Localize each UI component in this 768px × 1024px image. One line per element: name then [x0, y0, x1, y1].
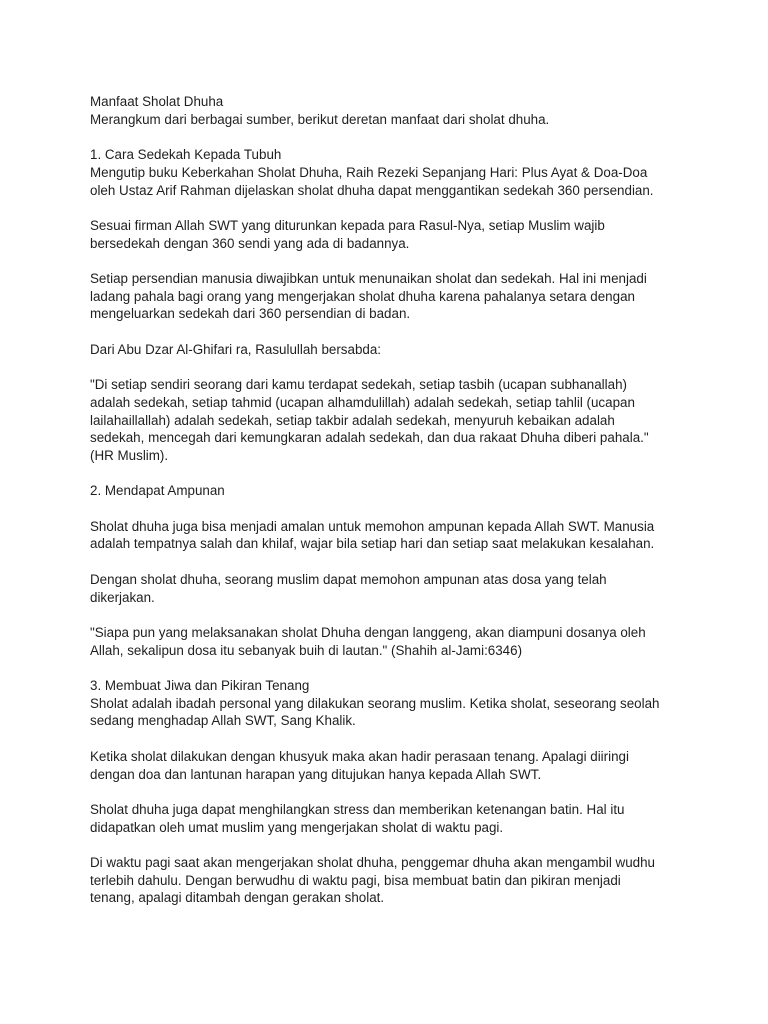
section-1-quote [90, 376, 730, 465]
quote-line: lailahaillallah) adalah sedekah, setiap takbir adalah sedekah, menyuruh kebaikan adalah [90, 412, 615, 428]
paragraph-line: tenang, apalagi ditambah dengan gerakan sholat. [90, 890, 385, 906]
document-page [90, 93, 730, 925]
intro-paragraph [90, 93, 730, 128]
paragraph-line: oleh Ustaz Arif Rahman dijelaskan sholat dhuha dapat menggantikan sedekah 360 persendian. [90, 182, 654, 198]
section-1-paragraph-2 [90, 217, 730, 252]
section-2-paragraph-2 [90, 571, 730, 606]
paragraph-line: terlebih dahulu. Dengan berwudhu di waktu pagi, bisa membuat batin dan pikiran menjadi [90, 872, 621, 888]
paragraph-line: bersedekah dengan 360 sendi yang ada di badannya. [90, 235, 410, 251]
paragraph-line: Di waktu pagi saat akan mengerjakan sholat dhuha, penggemar dhuha akan mengambil wudhu [90, 855, 656, 871]
section-1-heading: 1. Cara Sedekah Kepada Tubuh [90, 147, 282, 163]
section-3-paragraph-3 [90, 801, 730, 836]
section-2-paragraph-1 [90, 518, 730, 553]
paragraph-line: Sholat dhuha juga bisa menjadi amalan untuk memohon ampunan kepada Allah SWT. Manusia [90, 518, 655, 534]
paragraph-line: Dengan sholat dhuha, seorang muslim dapat memohon ampunan atas dosa yang telah [90, 571, 607, 587]
quote-line: (HR Muslim). [90, 447, 169, 463]
quote-line: "Di setiap sendiri seorang dari kamu terdapat sedekah, setiap tasbih (ucapan subhanallah) [90, 377, 627, 393]
paragraph-line: Mengutip buku Keberkahan Sholat Dhuha, Raih Rezeki Sepanjang Hari: Plus Ayat & Doa-Doa [90, 164, 648, 180]
paragraph-line: didapatkan oleh umat muslim yang mengerjakan sholat di waktu pagi. [90, 819, 504, 835]
paragraph-line: adalah tempatnya salah dan khilaf, wajar bila setiap hari dan setiap saat melakukan kesalahan. [90, 536, 655, 552]
section-1-intro-paragraph [90, 146, 730, 199]
section-1-paragraph-4 [90, 341, 730, 359]
section-3-paragraph-4 [90, 854, 730, 907]
section-2-quote [90, 624, 730, 659]
paragraph-line: Ketika sholat dilakukan dengan khusyuk maka akan hadir perasaan tenang. Apalagi diiringi [90, 748, 629, 764]
section-2-heading-paragraph [90, 482, 730, 500]
intro-text: Merangkum dari berbagai sumber, berikut deretan manfaat dari sholat dhuha. [90, 111, 550, 127]
quote-line: adalah sedekah, setiap tahmid (ucapan alhamdulillah) adalah sedekah, setiap tahlil (ucapan [90, 394, 635, 410]
paragraph-line: Sholat dhuha juga dapat menghilangkan stress dan memberikan ketenangan batin. Hal itu [90, 801, 625, 817]
paragraph-line: dikerjakan. [90, 589, 155, 605]
section-1-paragraph-3 [90, 270, 730, 323]
paragraph-line: ladang pahala bagi orang yang mengerjakan sholat dhuha karena pahalanya setara dengan [90, 288, 635, 304]
paragraph-line: Setiap persendian manusia diwajibkan untuk menunaikan sholat dan sedekah. Hal ini menjadi [90, 270, 647, 286]
quote-line: Allah, sekalipun dosa itu sebanyak buih di lautan." (Shahih al-Jami:6346) [90, 642, 523, 658]
paragraph-line: Sesuai firman Allah SWT yang diturunkan kepada para Rasul-Nya, setiap Muslim wajib [90, 217, 605, 233]
paragraph-line: dengan doa dan lantunan harapan yang ditujukan hanya kepada Allah SWT. [90, 766, 542, 782]
section-3-paragraph-2 [90, 748, 730, 783]
paragraph-line: Sholat adalah ibadah personal yang dilakukan seorang muslim. Ketika sholat, seseorang seolah [90, 695, 660, 711]
document-title: Manfaat Sholat Dhuha [90, 94, 224, 109]
quote-line: sedekah, mencegah dari kemungkaran adalah sedekah, dan dua rakaat Dhuha diberi pahala." [90, 430, 649, 446]
section-3-heading: 3. Membuat Jiwa dan Pikiran Tenang [90, 678, 310, 694]
paragraph-line: sedang menghadap Allah SWT, Sang Khalik. [90, 713, 356, 729]
quote-line: "Siapa pun yang melaksanakan sholat Dhuha dengan langgeng, akan diampuni dosanya oleh [90, 624, 646, 640]
paragraph-line: mengeluarkan sedekah dari 360 persendian di badan. [90, 306, 411, 322]
section-3-intro-paragraph [90, 677, 730, 730]
paragraph-line: Dari Abu Dzar Al-Ghifari ra, Rasulullah bersabda: [90, 341, 382, 357]
section-2-heading: 2. Mendapat Ampunan [90, 483, 225, 499]
